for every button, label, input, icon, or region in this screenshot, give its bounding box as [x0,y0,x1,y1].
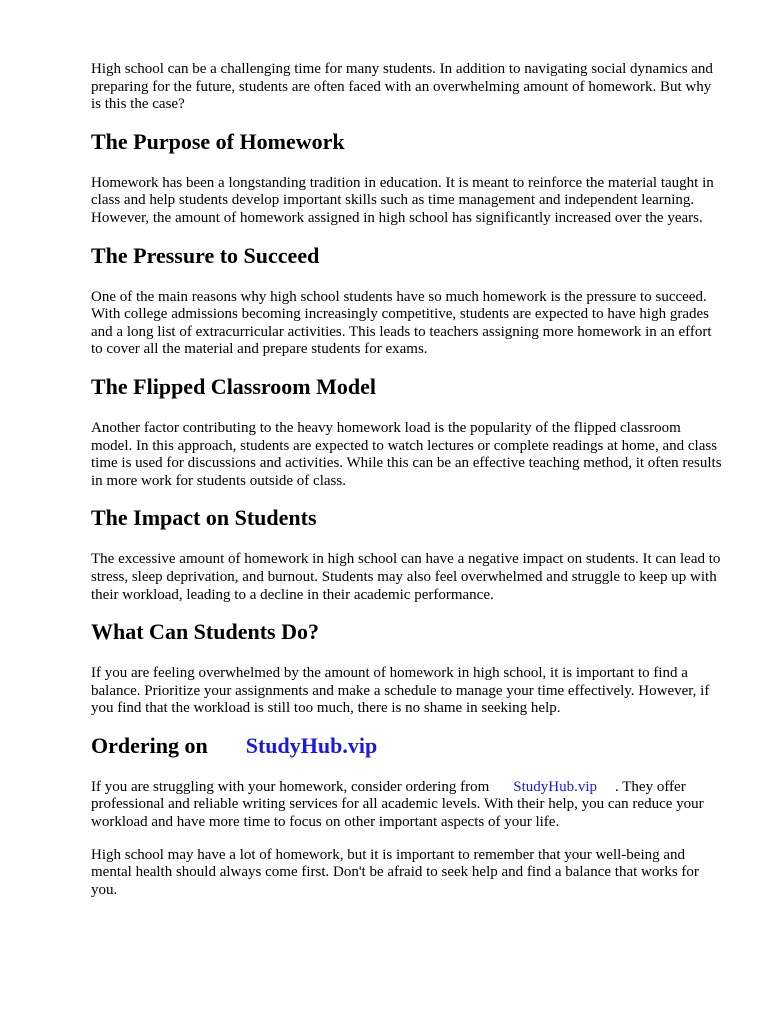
ordering-body-suffix: . They offer professional and reliable writing services for all academic levels. With their help, you can reduce your workload and have more time to focus on other important aspects of your life. [91,778,704,831]
paragraph-flipped-classroom-model: Another factor contributing to the heavy homework load is the popularity of the flipped classroom model. In this approach, students are expected to watch lectures or complete readings at home, and class time is used for discussions and activities. While this can be an effective teaching method, it often results in more work for students outside of class. [91,419,722,489]
heading-studyhub-link[interactable]: StudyHub.vip [245,732,378,758]
inline-studyhub-link[interactable]: StudyHub.vip [513,778,598,795]
closing-paragraph: High school may have a lot of homework, but it is important to remember that your well-being and mental health should always come first. Don't be afraid to seek help and find a balance that works for you. [91,846,699,898]
paragraph-ordering [91,779,723,832]
paragraph-what-can-students-do: If you are feeling overwhelmed by the amount of homework in high school, it is important to find a balance. Prioritize your assignments and make a schedule to manage your time effectively. However, if you find that the workload is still too much, there is no shame in seeking help. [91,665,710,717]
paragraph-impact-on-students: The excessive amount of homework in high school can have a negative impact on students. It can lead to stress, sleep deprivation, and burnout. Students may also feel overwhelmed and struggle to keep up with their workload, leading to a decline in their academic performance. [91,551,721,603]
heading-flipped-classroom-model: The Flipped Classroom Model [91,373,377,399]
heading-what-can-students-do: What Can Students Do? [91,619,319,645]
heading-purpose-of-homework: The Purpose of Homework [91,128,345,154]
intro-paragraph: High school can be a challenging time for many students. In addition to navigating social dynamics and preparing for the future, students are often faced with an overwhelming amount of homework. But why is this the case? [91,61,713,113]
paragraph-purpose-of-homework: Homework has been a longstanding tradition in education. It is meant to reinforce the material taught in class and help students develop important skills such as time management and independent learning. However, the amount of homework assigned in high school has significantly increased over the years. [91,174,714,226]
heading-ordering [91,733,723,759]
ordering-body-prefix: If you are struggling with your homework, consider ordering from [91,778,490,795]
heading-ordering-prefix: Ordering on [91,732,208,758]
paragraph-pressure-to-succeed: One of the main reasons why high school students have so much homework is the pressure to succeed. With college admissions becoming increasingly competitive, students are expected to have high grades and a long list of extracurricular activities. This leads to teachers assigning more homework in an effort to cover all the material and prepare students for exams. [91,288,712,358]
heading-pressure-to-succeed: The Pressure to Succeed [91,242,320,268]
heading-impact-on-students: The Impact on Students [91,505,317,531]
document-page [91,61,723,899]
